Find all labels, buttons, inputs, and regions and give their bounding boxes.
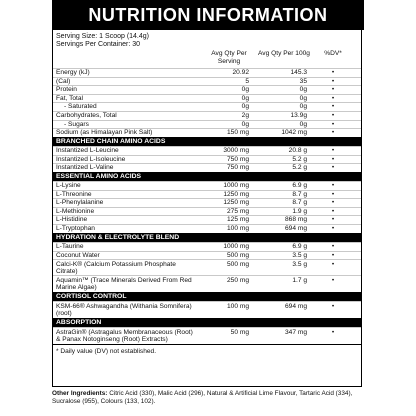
panel-title: NUTRITION INFORMATION	[52, 0, 364, 30]
servings-per-container: Servings Per Container: 30	[56, 41, 141, 48]
section-heading-hydration: HYDRATION & ELECTROLYTE BLEND	[53, 233, 361, 242]
column-headers	[53, 50, 361, 67]
table-row: Instantized L-Isoleucine 750 mg 5.2 g •	[53, 155, 361, 164]
table-row: Instantized L-Leucine 3000 mg 20.8 g •	[53, 146, 361, 155]
header-per-serving: Avg Qty Per Serving	[211, 50, 247, 65]
table-row: Coconut Water 500 mg 3.5 g •	[53, 251, 361, 260]
table-row: AstraGin® (Astragalus Membranaceous (Root) & Panax Notoginseng (Root) Extracts) 50 mg 347 mg •	[53, 327, 361, 343]
other-ingredients	[52, 390, 364, 406]
table-row: - Sugars 0g 0g •	[53, 120, 361, 129]
nutrition-panel	[52, 0, 364, 416]
table-row: Calci-K® (Calcium Potassium Phosphate Citrate) 500 mg 3.5 g •	[53, 259, 361, 275]
table-row: Protein 0g 0g •	[53, 85, 361, 94]
table-row: Instantized L-Valine 750 mg 5.2 g •	[53, 163, 361, 172]
table-row: Carbohydrates, Total 2g 13.9g •	[53, 111, 361, 120]
table-row: - Saturated 0g 0g •	[53, 102, 361, 111]
footnote: * Daily value (DV) not established.	[56, 348, 157, 355]
other-ingredients-label: Other Ingredients:	[52, 390, 108, 397]
table-row: Fat, Total 0g 0g •	[53, 94, 361, 103]
header-dv: %DV*	[324, 50, 342, 57]
table-row: L-Taurine 1000 mg 6.9 g •	[53, 242, 361, 251]
table-row: Sodium (as Himalayan Pink Salt) 150 mg 1042 mg •	[53, 128, 361, 137]
table-row: Aquamin™ (Trace Minerals Derived From Red Marine Algae) 250 mg 1.7 g •	[53, 275, 361, 291]
section-heading-absorption: ABSORPTION	[53, 318, 361, 327]
section-heading-bcaa: BRANCHED CHAIN AMINO ACIDS	[53, 137, 361, 146]
table-row: L-Lysine 1000 mg 6.9 g •	[53, 181, 361, 190]
header-per-100g: Avg Qty Per 100g	[258, 50, 310, 57]
serving-size: Serving Size: 1 Scoop (14.4g)	[56, 33, 149, 40]
table-row: L-Phenylalanine 1250 mg 8.7 g •	[53, 198, 361, 207]
section-heading-cortisol: CORTISOL CONTROL	[53, 292, 361, 301]
other-ingredients-text: Citric Acid (330), Malic Acid (296), Natural & Artificial Lime Flavour, Tartaric Acid (334), Sucralose (955), Colours (133, 102).	[52, 390, 353, 405]
table-row: (Cal) 5 35 •	[53, 77, 361, 86]
table-row: L-Tryptophan 100 mg 694 mg •	[53, 224, 361, 233]
nutrition-table	[52, 30, 362, 387]
table-row: L-Histidine 125 mg 868 mg •	[53, 215, 361, 224]
table-row: L-Threonine 1250 mg 8.7 g •	[53, 190, 361, 199]
table-row: KSM-66® Ashwagandha (Withania Somnifera) (root) 100 mg 694 mg •	[53, 301, 361, 317]
divider	[53, 344, 361, 345]
section-heading-eaa: ESSENTIAL AMINO ACIDS	[53, 172, 361, 181]
table-row: Energy (kJ) 20.92 145.3 •	[53, 68, 361, 77]
table-row: L-Methionine 275 mg 1.9 g •	[53, 207, 361, 216]
